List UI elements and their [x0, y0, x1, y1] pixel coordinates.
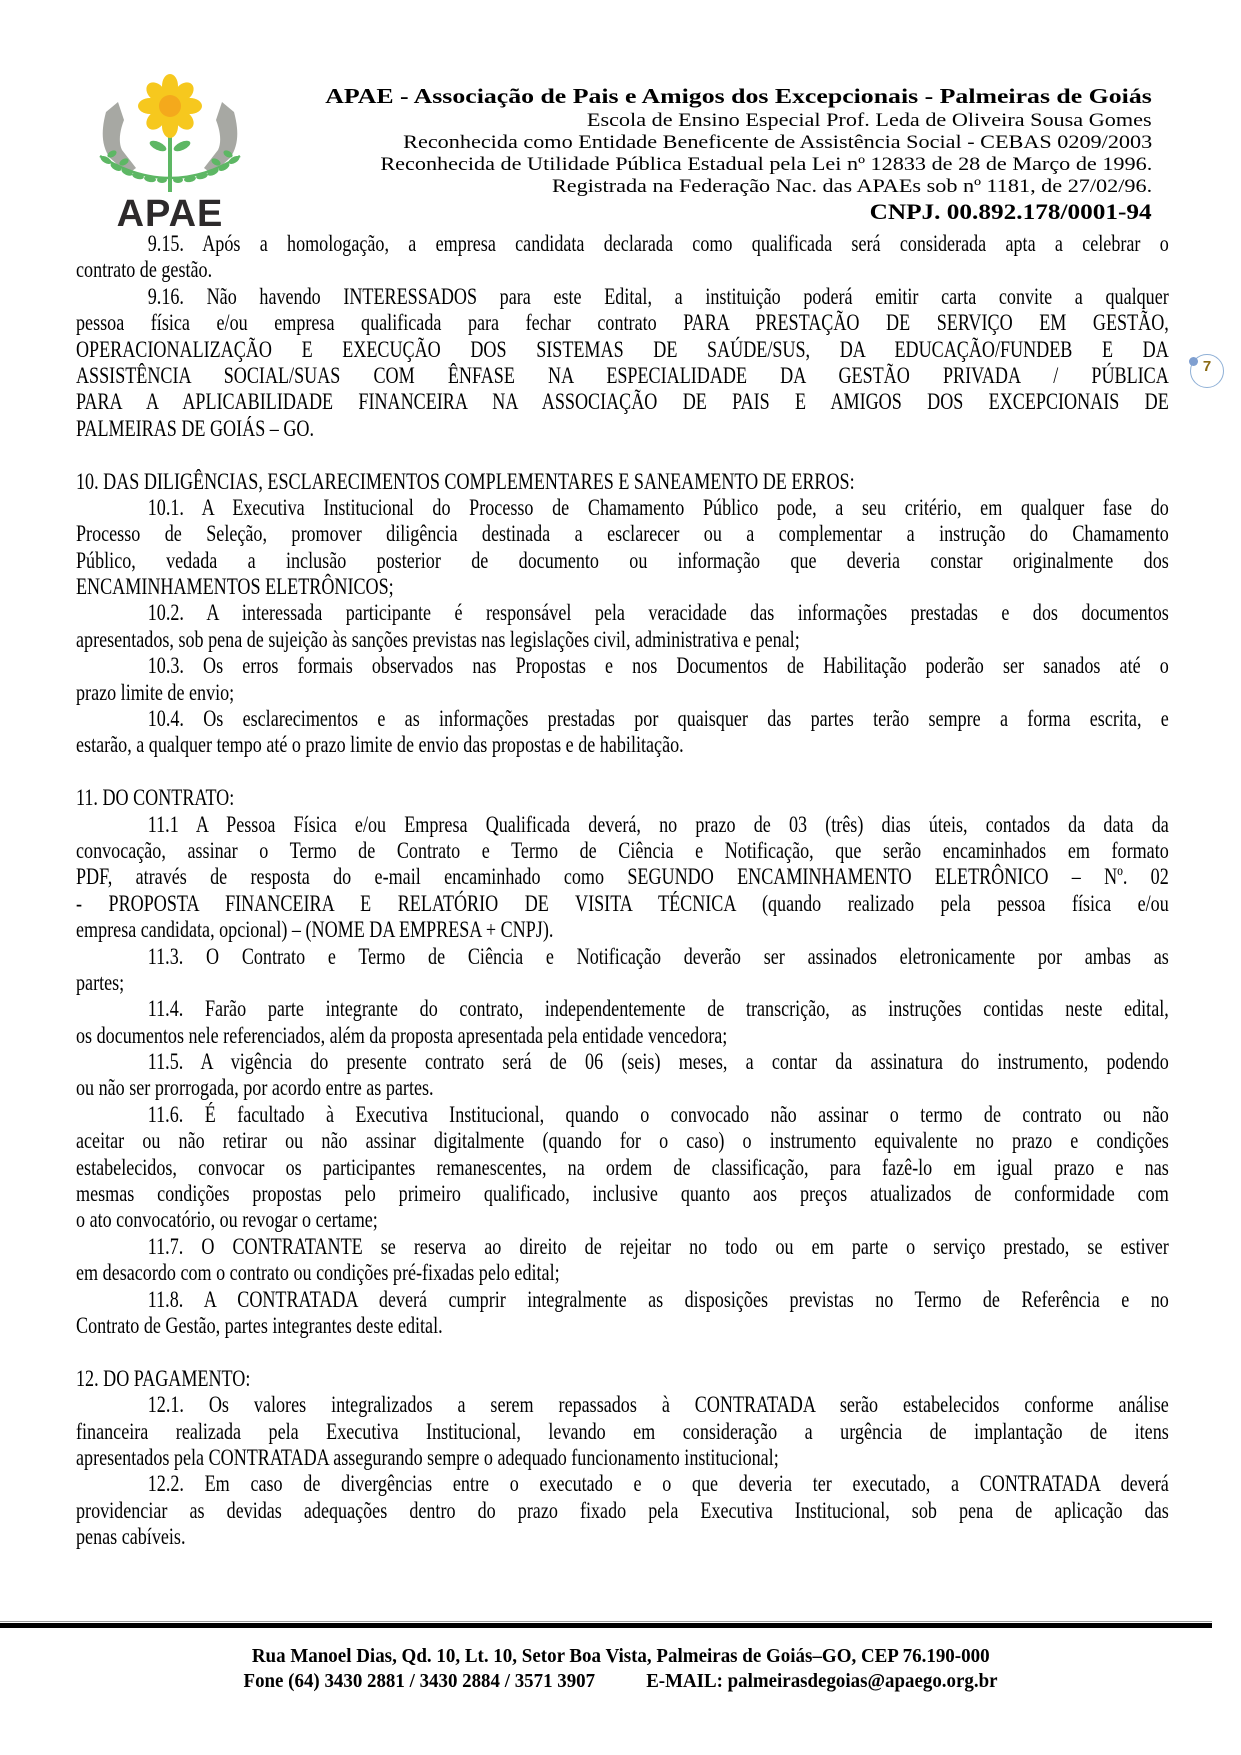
line-text: 11.8. A CONTRATADA deverá cumprir integralmente as disposições previstas no Termo de Referência e no: [147, 1286, 1169, 1313]
line-text: providenciar as devidas adequações dentro do prazo fixado pela Executiva Institucional, sob pena de aplicação das: [76, 1497, 1169, 1524]
line-text: OPERACIONALIZAÇÃO E EXECUÇÃO DOS SISTEMAS DE SAÚDE/SUS, DA EDUCAÇÃO/FUNDEB E DA: [76, 336, 1169, 363]
body-text-line: [76, 891, 1169, 917]
footer-rule-thin: [0, 1621, 1212, 1622]
footer-address: Rua Manoel Dias, Qd. 10, Lt. 10, Setor Boa Vista, Palmeiras de Goiás–GO, CEP 76.190-000: [251, 1645, 990, 1667]
body-text-line: [76, 1128, 1169, 1154]
body-text-line: [76, 363, 1169, 389]
body-text-line: [76, 1287, 1169, 1313]
line-text: em desacordo com o contrato ou condições pré-fixadas pelo edital;: [76, 1260, 560, 1287]
body-text-line: [76, 653, 1169, 679]
section-heading: [76, 469, 1169, 495]
body-text-line: [76, 680, 1169, 706]
body-text-line: [76, 1049, 1169, 1075]
line-text: ou não ser prorrogada, por acordo entre as partes.: [76, 1075, 434, 1102]
body-text-line: [76, 1155, 1169, 1181]
header-utility: Reconhecida de Utilidade Pública Estadual pela Lei nº 12833 de 28 de Março de 1996.: [380, 155, 1152, 175]
line-text: financeira realizada pela Executiva Institucional, levando em consideração a urgência de implantação de itens: [76, 1418, 1169, 1445]
header-title: APAE - Associação de Pais e Amigos dos Excepcionais - Palmeiras de Goiás: [325, 84, 1152, 108]
body-text-line: [76, 996, 1169, 1022]
line-text: - PROPOSTA FINANCEIRA E RELATÓRIO DE VISITA TÉCNICA (quando realizado pela pessoa física e/ou: [76, 890, 1169, 917]
body-text-line: [76, 1419, 1169, 1445]
header-registration: Registrada na Federação Nac. das APAEs sob nº 1181, de 27/02/96.: [551, 177, 1152, 197]
body-text-line: [76, 706, 1169, 732]
line-text: 10.3. Os erros formais observados nas Propostas e nos Documentos de Habilitação poderão ser sanados até o: [147, 653, 1169, 680]
footer-rule: [0, 1623, 1212, 1628]
line-text: 10.1. A Executiva Institucional do Processo de Chamamento Público pode, a seu critério, em qualquer fase do: [147, 494, 1169, 521]
line-text: 11.7. O CONTRATANTE se reserva ao direito de rejeitar no todo ou em parte o serviço prestado, se estiver: [147, 1233, 1169, 1260]
body-text-line: [76, 1207, 1169, 1233]
footer-contact-line: [0, 1671, 1241, 1691]
body-text-line: [76, 389, 1169, 415]
body-text-line: [76, 917, 1169, 943]
line-text: apresentados pela CONTRATADA assegurando sempre o adequado funcionamento institucional;: [76, 1444, 779, 1471]
body-text-line: [76, 257, 1169, 283]
footer-email: E-MAIL: palmeirasdegoias@apaego.org.br: [646, 1670, 998, 1692]
line-text: 10. DAS DILIGÊNCIAS, ESCLARECIMENTOS COMPLEMENTARES E SANEAMENTO DE ERROS:: [76, 468, 855, 495]
body-text-line: [76, 812, 1169, 838]
stem-shape: [168, 130, 172, 192]
line-text: 10.4. Os esclarecimentos e as informações prestadas por quaisquer das partes terão sempre a forma escrita, e: [147, 706, 1169, 733]
line-text: estarão, a qualquer tempo até o prazo limite de envio das propostas e de habilitação.: [76, 732, 684, 759]
line-text: prazo limite de envio;: [76, 679, 235, 706]
body-text-line: [76, 548, 1169, 574]
body-text-line: [76, 970, 1169, 996]
apae-logo: [92, 72, 248, 230]
line-text: 11.3. O Contrato e Termo de Ciência e Notificação deverão ser assinados eletronicamente por ambas as: [147, 943, 1169, 970]
line-text: 9.16. Não havendo INTERESSADOS para este Edital, a instituição poderá emitir carta convite a qualquer: [147, 283, 1169, 310]
line-text: PDF, através de resposta do e-mail encaminhado como SEGUNDO ENCAMINHAMENTO ELETRÔNICO – Nº. 02: [76, 864, 1169, 891]
line-text: Público, vedada a inclusão posterior de documento ou informação que deveria constar originalmente dos: [76, 547, 1169, 574]
line-text: ASSISTÊNCIA SOCIAL/SUAS COM ÊNFASE NA ESPECIALIDADE DA GESTÃO PRIVADA / PÚBLICA: [76, 362, 1169, 389]
body-text-line: [76, 1524, 1169, 1550]
body-text-line: [76, 1023, 1169, 1049]
body-text-line: [76, 864, 1169, 890]
line-text: penas cabíveis.: [76, 1524, 186, 1551]
body-text-line: [76, 1392, 1169, 1418]
line-text: 9.15. Após a homologação, a empresa candidata declarada como qualificada será considerada apta a celebrar o: [147, 231, 1169, 257]
body-text-line: [76, 600, 1169, 626]
body-text-line: [76, 574, 1169, 600]
line-text: mesmas condições propostas pelo primeiro qualificado, inclusive quanto aos preços atualizados de conformidade com: [76, 1181, 1169, 1208]
line-text: pessoa física e/ou empresa qualificada para fechar contrato PARA PRESTAÇÃO DE SERVIÇO EM GESTÃO,: [76, 310, 1169, 337]
body-text-line: [76, 627, 1169, 653]
flower-center: [159, 95, 181, 117]
body-text-line: [76, 337, 1169, 363]
line-text: 11. DO CONTRATO:: [76, 785, 235, 812]
footer-contact: [244, 1671, 998, 1691]
body-text-line: [76, 1181, 1169, 1207]
line-text: ENCAMINHAMENTOS ELETRÔNICOS;: [76, 574, 394, 601]
body-text-line: [76, 1445, 1169, 1471]
body-text-line: [76, 231, 1169, 257]
logo-wordmark: APAE: [116, 193, 224, 230]
body-text-line: [76, 1102, 1169, 1128]
line-text: 11.5. A vigência do presente contrato será de 06 (seis) meses, a contar da assinatura do instrumento, podendo: [147, 1049, 1169, 1076]
body-text-line: [76, 1313, 1169, 1339]
section-heading: [76, 1366, 1169, 1392]
line-text: 12.1. Os valores integralizados a serem repassados à CONTRATADA serão estabelecidos conforme análise: [147, 1392, 1169, 1419]
line-text: empresa candidata, opcional) – (NOME DA EMPRESA + CNPJ).: [76, 917, 554, 944]
line-text: PARA A APLICABILIDADE FINANCEIRA NA ASSOCIAÇÃO DE PAIS E AMIGOS DOS EXCEPCIONAIS DE: [76, 389, 1169, 416]
section-heading: [76, 785, 1169, 811]
body-text-line: [76, 416, 1169, 442]
page-number-badge: [1190, 354, 1224, 388]
line-text: Contrato de Gestão, partes integrantes deste edital.: [76, 1312, 443, 1339]
body-text-line: [76, 1471, 1169, 1497]
body-text-line: [76, 1075, 1169, 1101]
body-text-line: [76, 1260, 1169, 1286]
line-text: convocação, assinar o Termo de Contrato e Termo de Ciência e Notificação, que serão encaminhados em formato: [76, 837, 1169, 864]
footer-phone: Fone (64) 3430 2881 / 3430 2884 / 3571 3907: [243, 1670, 596, 1692]
line-text: estabelecidos, convocar os participantes remanescentes, na ordem de classificação, para fazê-lo em igual prazo e nas: [76, 1154, 1169, 1181]
line-text: os documentos nele referenciados, além da proposta apresentada pela entidade vencedora;: [76, 1022, 728, 1049]
line-text: 10.2. A interessada participante é responsável pela veracidade das informações prestadas e dos documentos: [147, 600, 1169, 627]
line-text: Processo de Seleção, promover diligência destinada a esclarecer ou a complementar a instrução do Chamamento: [76, 521, 1169, 548]
body-text-line: [76, 1234, 1169, 1260]
body-text-line: [76, 732, 1169, 758]
body-text-line: [76, 838, 1169, 864]
line-text: 11.6. É facultado à Executiva Institucional, quando o convocado não assinar o termo de contrato ou não: [147, 1101, 1169, 1128]
line-text: 11.1 A Pessoa Física e/ou Empresa Qualificada deverá, no prazo de 03 (três) dias úteis, contados da data da: [147, 811, 1169, 838]
line-text: 11.4. Farão parte integrante do contrato, independentemente de transcrição, as instruções contidas neste edital,: [147, 996, 1169, 1023]
footer-address-line: [0, 1646, 1241, 1666]
apae-logo-graphic: [92, 72, 248, 230]
body-text-line: [76, 310, 1169, 336]
header-school: Escola de Ensino Especial Prof. Leda de Oliveira Sousa Gomes: [587, 111, 1152, 131]
line-text: 12. DO PAGAMENTO:: [76, 1365, 251, 1392]
line-text: PALMEIRAS DE GOIÁS – GO.: [76, 415, 314, 442]
line-text: apresentados, sob pena de sujeição às sanções previstas nas legislações civil, administrativa e penal;: [76, 626, 800, 653]
body-text-line: [76, 944, 1169, 970]
header-cnpj: CNPJ. 00.892.178/0001-94: [869, 199, 1152, 224]
header-cebas: Reconhecida como Entidade Beneficente de Assistência Social - CEBAS 0209/2003: [402, 133, 1152, 153]
line-text: partes;: [76, 969, 125, 996]
body-text-line: [76, 284, 1169, 310]
body-text-line: [76, 1498, 1169, 1524]
line-text: aceitar ou não retirar ou não assinar digitalmente (quando for o caso) o instrumento equivalente no prazo e condições: [76, 1128, 1169, 1155]
line-text: o ato convocatório, ou revogar o certame;: [76, 1207, 378, 1234]
page-number: 7: [1202, 358, 1212, 375]
body-text-line: [76, 521, 1169, 547]
line-text: 12.2. Em caso de divergências entre o executado e o que deveria ter executado, a CONTRATADA deverá: [147, 1471, 1169, 1498]
line-text: contrato de gestão.: [76, 257, 213, 284]
body-text-line: [76, 495, 1169, 521]
